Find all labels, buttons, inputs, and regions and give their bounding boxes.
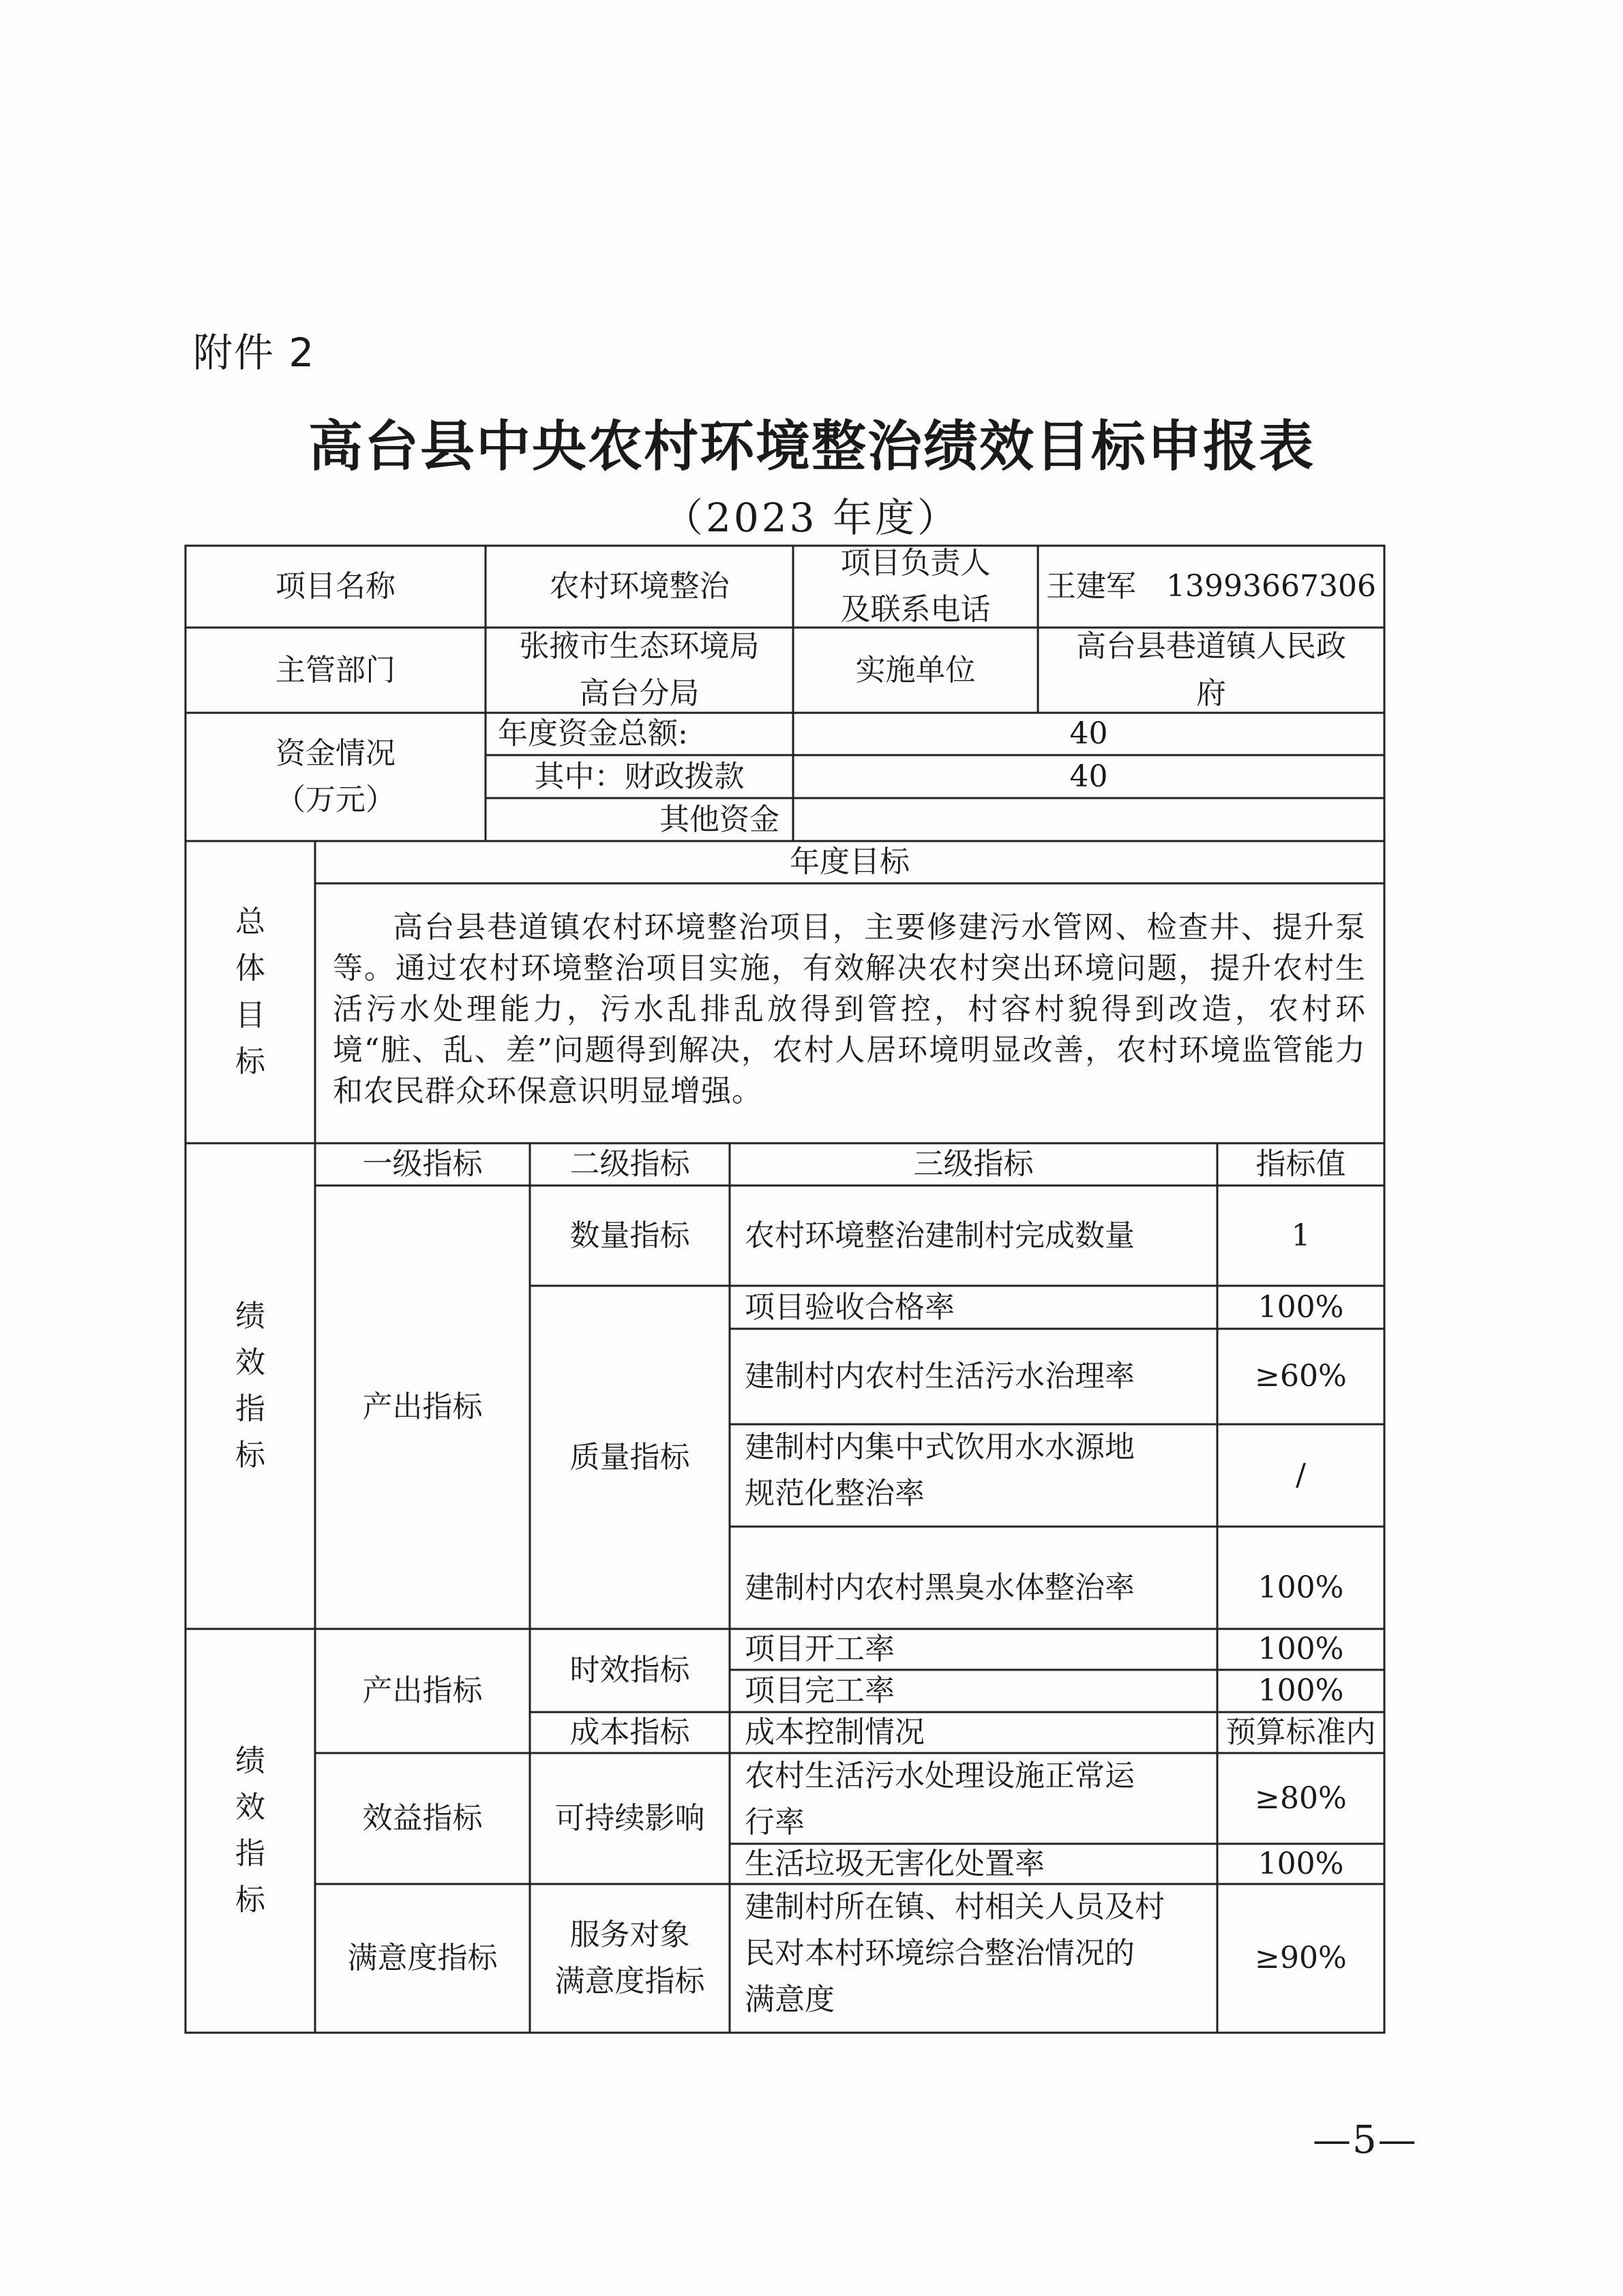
satisfaction-indicator-l1: 满意度指标 bbox=[347, 1941, 498, 1976]
funds-total-label: 年度资金总额: bbox=[498, 716, 688, 752]
annual-goal-heading: 年度目标 bbox=[790, 844, 910, 880]
start-rate-value: 100% bbox=[1257, 1632, 1344, 1667]
table-row-l3: 项目验收合格率 bbox=[745, 1289, 955, 1325]
indicator-side-char: 绩 bbox=[235, 1298, 265, 1334]
benefit-indicator-l1: 效益指标 bbox=[362, 1801, 483, 1836]
time-indicator-l2: 时效指标 bbox=[569, 1653, 690, 1688]
l3-line: 建制村内集中式饮用水水源地 bbox=[745, 1430, 1135, 1465]
col-header-level1: 一级指标 bbox=[362, 1147, 483, 1182]
year-subtitle: （2023 年度） bbox=[663, 495, 960, 541]
project-leader-label bbox=[793, 546, 1038, 628]
project-name-label: 项目名称 bbox=[276, 569, 396, 604]
attachment-label: 附件 2 bbox=[193, 329, 316, 376]
indicator-side-char: 绩 bbox=[235, 1743, 265, 1778]
col-header-value: 指标值 bbox=[1255, 1147, 1346, 1182]
goal-side-char: 目 bbox=[235, 997, 265, 1033]
impl-value-line2: 府 bbox=[1196, 675, 1226, 711]
start-rate-l3: 项目开工率 bbox=[745, 1632, 895, 1667]
satisfaction-l3 bbox=[730, 1884, 1217, 2033]
sustainable-impact-l2: 可持续影响 bbox=[554, 1801, 705, 1836]
garbage-disposal-value: 100% bbox=[1257, 1846, 1344, 1881]
l3-line: 规范化整治率 bbox=[745, 1476, 925, 1512]
impl-value bbox=[1038, 628, 1384, 713]
leader-label-line2: 及联系电话 bbox=[840, 592, 991, 627]
quality-indicator-l2: 质量指标 bbox=[569, 1439, 690, 1475]
quantity-indicator-l2: 数量指标 bbox=[569, 1218, 690, 1253]
funds-fiscal-label: 其中：财政拨款 bbox=[534, 759, 745, 794]
table-row-l3: 农村环境整治建制村完成数量 bbox=[745, 1218, 1135, 1253]
indicators-side-label-2 bbox=[185, 1629, 315, 2033]
project-leader-value: 王建军 13993667306 bbox=[1046, 569, 1376, 604]
cost-control-value: 预算标准内 bbox=[1225, 1715, 1376, 1750]
funds-other-label: 其他资金 bbox=[659, 801, 779, 837]
indicator-side-char: 效 bbox=[235, 1789, 265, 1825]
dept-value-line2: 高台分局 bbox=[579, 675, 700, 711]
funds-fiscal-value: 40 bbox=[1069, 759, 1108, 794]
l3-line: 农村生活污水处理设施正常运 bbox=[745, 1758, 1135, 1793]
funds-other-value bbox=[793, 798, 1384, 841]
indicator-side-char: 指 bbox=[235, 1836, 265, 1871]
cost-indicator-l2: 成本指标 bbox=[569, 1715, 690, 1750]
l3-line: 行率 bbox=[745, 1805, 805, 1840]
cost-control-l3: 成本控制情况 bbox=[745, 1715, 925, 1750]
indicator-side-char: 指 bbox=[235, 1392, 265, 1426]
leader-label-line1: 项目负责人 bbox=[840, 545, 991, 580]
table-row-value: / bbox=[1296, 1458, 1306, 1493]
impl-label: 实施单位 bbox=[855, 652, 976, 688]
l3-line: 建制村所在镇、村相关人员及村 bbox=[745, 1889, 1165, 1924]
table-row-l3: 建制村内农村黑臭水体整治率 bbox=[745, 1570, 1135, 1606]
project-name-value: 农村环境整治 bbox=[549, 569, 730, 604]
satisfaction-value: ≥90% bbox=[1255, 1941, 1347, 1976]
page-number: —5— bbox=[1313, 2118, 1418, 2162]
l2-line: 满意度指标 bbox=[554, 1964, 705, 1999]
document-title: 高台县中央农村环境整治绩效目标申报表 bbox=[308, 414, 1315, 478]
indicator-side-char: 标 bbox=[235, 1883, 265, 1918]
indicator-side-char: 标 bbox=[235, 1438, 265, 1473]
indicator-side-char: 效 bbox=[235, 1344, 265, 1380]
table-row-l3 bbox=[730, 1424, 1217, 1527]
goal-side-char: 体 bbox=[235, 951, 265, 986]
indicators-side-label-1 bbox=[185, 1143, 315, 1629]
service-satisfaction-l2 bbox=[530, 1884, 730, 2033]
table-row-value: ≥60% bbox=[1255, 1359, 1347, 1394]
sewage-facility-value: ≥80% bbox=[1255, 1780, 1347, 1816]
table-row-value: 100% bbox=[1257, 1570, 1344, 1606]
annual-goal-text: 高台县巷道镇农村环境整治项目，主要修建污水管网、检查井、提升泵等。通过农村环境整治项目实施，有效解决农村突出环境问题，提升农村生活污水处理能力，污水乱排乱放得到管控，村容村貌得到改造，农村环境“脏、乱、差”问题得到解决，农村人居环境明显改善，农村环境监管能力和农民群众环保意识明显增强。 bbox=[333, 910, 1366, 1108]
output-indicator-l1: 产出指标 bbox=[362, 1389, 483, 1425]
l2-line: 服务对象 bbox=[569, 1917, 690, 1952]
funds-label bbox=[185, 713, 486, 841]
goal-side-char: 总 bbox=[235, 904, 265, 940]
l3-line: 满意度 bbox=[745, 1982, 835, 2018]
finish-rate-l3: 项目完工率 bbox=[745, 1673, 895, 1709]
dept-value-line1: 张掖市生态环境局 bbox=[519, 629, 760, 664]
funds-label-line2: （万元） bbox=[276, 782, 396, 817]
table-row-value: 1 bbox=[1291, 1218, 1311, 1253]
table-row-l3: 建制村内农村生活污水治理率 bbox=[745, 1359, 1135, 1394]
goal-side-char: 标 bbox=[235, 1044, 265, 1079]
overall-goal-side-label bbox=[185, 841, 315, 1143]
col-header-level3: 三级指标 bbox=[913, 1147, 1034, 1182]
garbage-disposal-l3: 生活垃圾无害化处置率 bbox=[745, 1846, 1045, 1881]
dept-label: 主管部门 bbox=[276, 652, 396, 688]
impl-value-line1: 高台县巷道镇人民政 bbox=[1076, 629, 1346, 664]
funds-label-line1: 资金情况 bbox=[276, 735, 396, 771]
l3-line: 民对本村环境综合整治情况的 bbox=[745, 1936, 1135, 1971]
table-row-value: 100% bbox=[1257, 1289, 1344, 1325]
col-header-level2: 二级指标 bbox=[569, 1147, 690, 1182]
funds-total-value: 40 bbox=[1069, 716, 1108, 752]
sewage-facility-l3 bbox=[730, 1753, 1217, 1844]
finish-rate-value: 100% bbox=[1257, 1673, 1344, 1709]
dept-value bbox=[486, 628, 793, 713]
output-indicator-l1-2: 产出指标 bbox=[362, 1673, 483, 1709]
